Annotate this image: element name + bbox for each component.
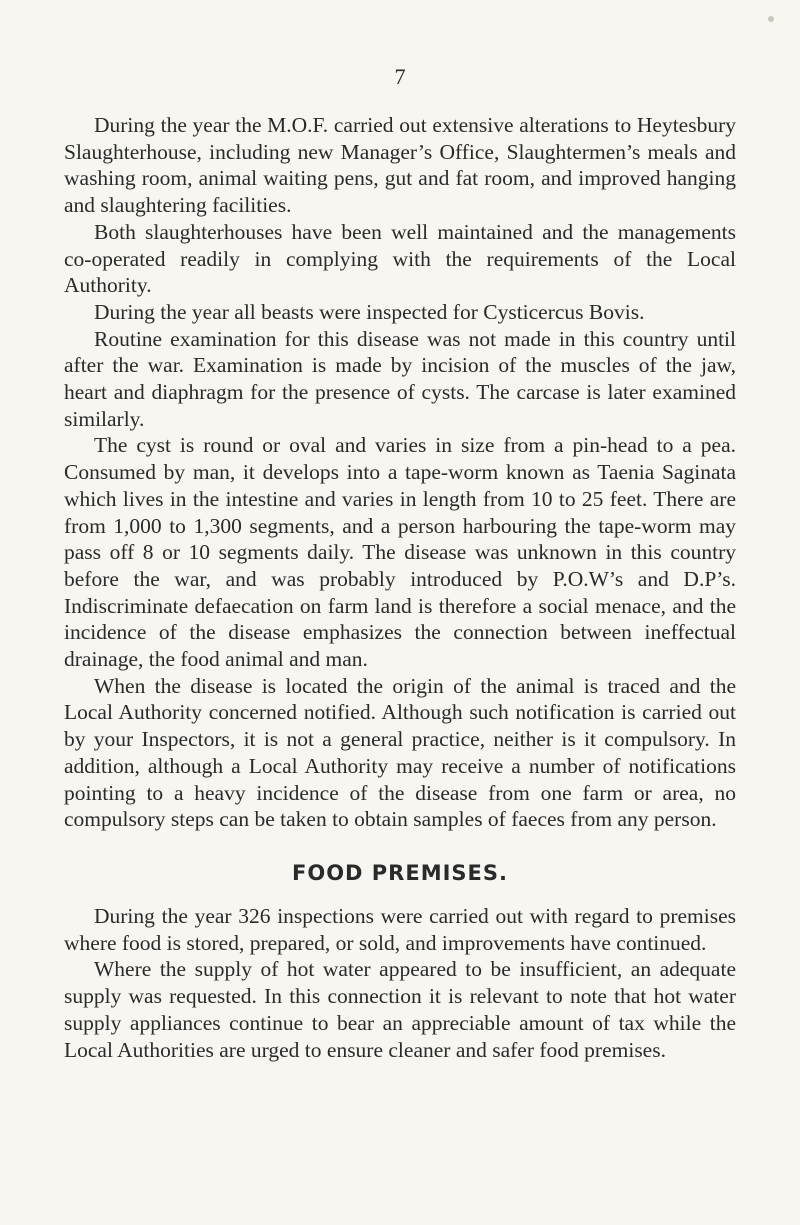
paragraph-hot-water-supply: Where the supply of hot water appeared to be insufficient, an adequate supply was requested. In this connection it is relevant to note that hot water supply appliances continue to bear an appreciable amount of tax while the Local Authorities are urged to ensure cleaner and safer food premises. — [64, 957, 736, 1062]
paragraph-food-inspections: During the year 326 inspections were carried out with regard to premises where food is stored, prepared, or sold, and improvements have continued. — [64, 903, 736, 955]
section-heading-food-premises: FOOD PREMISES. — [292, 860, 508, 885]
page-number: 7 — [394, 64, 406, 89]
paragraph-slaughterhouse-alterations: During the year the M.O.F. carried out extensive alterations to Heytesbury Slaughterhouse, including new Manager’s Office, Slaughtermen’s meals and washing room, animal waiting pens, gut and fat room, and improved hanging and slaughtering facilities. — [64, 113, 736, 218]
paragraph-cyst-description: The cyst is round or oval and varies in size from a pin-head to a pea. Consumed by man, it develops into a tape-worm known as Taenia Saginata which lives in the intestine and varies in length from 10 to 25 feet. There are from 1,000 to 1,300 segments, and a person harbouring the tape-worm may pass off 8 or 10 segments daily. The disease was unknown in this country before the war, and was probably introduced by P.O.W’s and D.P’s. Indiscriminate defaecation on farm land is therefore a social menace, and the incidence of the disease emphasizes the connection between ineffectual drainage, the food animal and man. — [64, 433, 736, 672]
paragraph-cysticercus-inspection: During the year all beasts were inspected for Cysticercus Bovis. — [94, 299, 645, 324]
paragraph-notification: When the disease is located the origin of the animal is traced and the Local Authority concerned notified. Although such notification is carried out by your Inspectors, it is not a general practice, neither is it compulsory. In addition, although a Local Authority may receive a number of notifications pointing to a heavy incidence of the disease from one farm or area, no compulsory steps can be taken to obtain samples of faeces from any person. — [64, 673, 736, 832]
document-body — [64, 112, 736, 1063]
paragraph-slaughterhouse-maintenance: Both slaughterhouses have been well maintained and the managements co-operated readily in complying with the requirements of the Local Authority. — [64, 219, 736, 298]
paragraph-routine-examination: Routine examination for this disease was not made in this country until after the war. Examination is made by incision of the muscles of the jaw, heart and diaphragm for the presence of cysts. The carcase is later examined similarly. — [64, 326, 736, 431]
scan-speck — [768, 16, 774, 22]
